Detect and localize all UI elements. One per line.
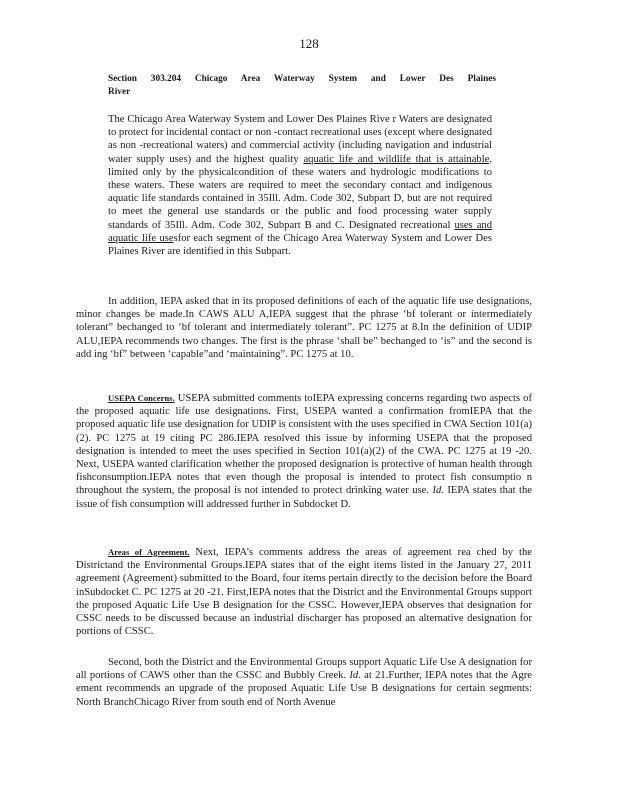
second-support-text: Second, both the District and the Environmental Groups support Aquatic Life Use A designation for all portions of CAWS other than the CSSC and Bubbly Creek.	[76, 657, 532, 682]
quote-text-2: limited only by the physicalcondition of these waters and hydrologic modifications to these waters. These waters are required to meet the secondary contact and indigenous aquatic life standards contained in 35Ill. Adm. Code 302, Subpart D, but are not required to meet the general use standards or the public and food processing water supply standards of 35Ill. Adm. Code 302, Subpart B and C. Designated recreational	[108, 166, 492, 231]
section-heading: Section 303.204 Chicago Area Waterway System and Lower Des Plaines River	[108, 74, 496, 97]
id-citation: Id.	[349, 670, 361, 682]
second-support-text-end: at 21.Further, IEPA notes that the Agre ement recommends an upgrade of the proposed Aquatic Life Use B designations for certain segments: North BranchChicago River from south end of North Avenue	[76, 670, 532, 708]
usepa-concerns-heading: USEPA Concerns.	[108, 393, 175, 403]
rule-text-quote	[108, 113, 492, 258]
id-citation: Id.	[432, 485, 444, 497]
quote-text-1: The Chicago Area Waterway System and Lower Des Plaines Rive r Waters are designated to protect for incidental contact or non -contact recreational uses (except where designated as non -recreational waters) and commercial activity (including navigation and industrial water supply uses) and the highest quality	[108, 114, 492, 165]
usepa-concerns-text-end: IEPA states that the issue of fish consumption will addressed further in Subdocket D.	[76, 485, 532, 510]
usepa-concerns-text: USEPA submitted comments toIEPA expressing concerns regarding two aspects of the proposed aquatic life use designations. First, USEPA wanted a confirmation fromIEPA that the proposed aquatic life use designation for UDIP is consistent with the uses specified in CWA Section 101(a)(2). PC 1275 at 19 citing PC 286.IEPA resolved this issue by informing USEPA that the proposed designation is intended to meet the uses specified in Section 101(a)(2) of the CWA. PC 1275 at 19 -20. Next, USEPA wanted clarification whether the proposed designation is protective of human health through fishconsumption.IEPA notes that even though the proposal is intended to protect fish consumptio n throughout the system, the proposal is not intended to protect drinking water use.	[76, 393, 532, 497]
paragraph-ieap-changes: In addition, IEPA asked that in its proposed definitions of each of the aquatic life use designations, minor changes be made.In CAWS ALU A,IEPA suggest that the phrase ‘bf tolerant or intermediately tolerant” bechanged to ‘bf tolerant and intermediately tolerant”. PC 1275 at 8.In the definition of UDIP ALU,IEPA recommends two changes. The first is the phrase ‘shall be” bechanged to ‘is” and the second is add ing ‘bf” between ‘capable”and ‘maintaining”. PC 1275 at 10.	[76, 296, 532, 360]
paragraph-second-support	[76, 656, 532, 709]
quote-underlined-2: uses and aquatic life use	[108, 219, 492, 244]
quote-underlined-1: aquatic life and wildlife that is attainable,	[303, 153, 492, 165]
paragraph-areas-of-agreement	[76, 546, 532, 638]
areas-of-agreement-heading: Areas of Agreement.	[108, 547, 190, 557]
paragraph-usepa-concerns	[76, 392, 532, 511]
areas-of-agreement-text: Next, IEPA’s comments address the areas of agreement rea ched by the Districtand the Environmental Groups.IEPA states that of the eight items listed in the January 27, 2011 agreement (Agreement) submitted to the Board, four items pertain directly to the decision before the Board inSubdocket C. PC 1275 at 20 -21. First,IEPA notes that the District and the Environmental Groups support the proposed Aquatic Life Use B designation for the CSSC. However,IEPA observes that designation for CSSC needs to be discussed because an industrial discharger has proposed an alternative designation for portions of CSSC.	[76, 547, 532, 638]
quote-text-3: sfor each segment of the Chicago Area Waterway System and Lower Des Plaines River are identified in this Subpart.	[108, 232, 493, 258]
page-number: 128	[299, 36, 319, 51]
